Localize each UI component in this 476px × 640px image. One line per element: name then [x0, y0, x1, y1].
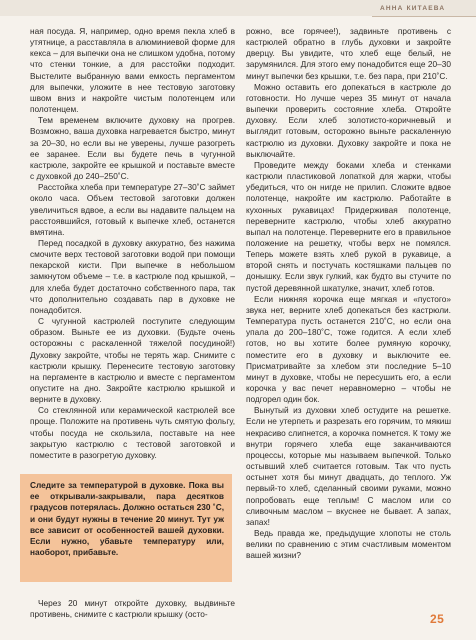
- paragraph: Вынутый из духовки хлеб остудите на решетке. Если не утерпеть и разрезать его горячим, то мякиш некрасиво слипнется, а корочка помнется. К тому же внутри горячего хлеба еще заканчиваются процессы, которые мы называем выпечкой. Только остывший хлеб считается готовым. Так что пусть остынет хотя бы минут двадцать, до теплого. Уж первый-то хлеб, сделанный своими руками, можно попробовать еще теплым! С маслом или со сливочным маслом – вкуснее не бывает. А запах, запах!: [246, 405, 451, 527]
- author-name: АННА КИТАЕВА: [380, 5, 446, 12]
- paragraph: Проведите между боками хлеба и стенками кастрюли пластиковой лопаткой для жарки, чтобы убедиться, что он нигде не прилип. Сложите вдвое полотенце, накройте им кастрюлю. Работайте в кухонных рукавицах! Придерживая полотенце, переверните кастрюлю, чтобы хлеб аккуратно выпал на полотенце. Переверните его в правильное положение на решетку, чтобы верх не помялся. Теперь можете взять хлеб рукой в рукавице, а второй снять и постучать костяшками пальцев по донышку. Если звук гулкий, как будто вы стучите по пустой деревянной шкатулке, значит, хлеб готов.: [246, 159, 451, 293]
- left-bottom-text: [30, 598, 235, 620]
- header-rule: [372, 16, 476, 17]
- temperature-callout: [20, 474, 232, 582]
- left-column: [30, 26, 235, 461]
- paragraph: Можно оставить его допекаться в кастрюле до готовности. Но лучше через 35 минут от начала выпечки проверить состояние хлеба. Откройте духовку. Если хлеб золотисто-коричневый и выглядит готовым, осторожно выньте раскаленную кастрюлю из духовки. Духовку закройте и пока не выключайте.: [246, 81, 451, 159]
- paragraph: Тем временем включите духовку на прогрев. Возможно, ваша духовка нагревается быстро, минут за 20–30, но если вы не уверены, лучше разогреть ее заранее. Если вы будете печь в чугунной кастрюле, закройте ее крышкой и поставьте вместе с духовкой до 240–250˚С.: [30, 115, 235, 182]
- paragraph: Ведь правда же, предыдущие хлопоты не столь велики по сравнению с этим счастливым моментом вашей жизни?: [246, 528, 451, 561]
- paragraph: Со стеклянной или керамической кастрюлей все проще. Положите на противень чуть смятую фольгу, чтобы посуда не скользила, поставьте на нее закрытую кастрюлю с тестовой заготовкой и поместите в разогретую духовку.: [30, 405, 235, 460]
- paragraph: Если нижняя корочка еще мягкая и «пустого» звука нет, верните хлеб допекаться без кастрюли. Температура пусть останется 210˚С, но если она упала до 200–180˚С, тоже годится. А если хлеб готов, но вы хотите более румяную корочку, поместите его в духовку и выключите ее. Присматривайте за хлебом эти последние 5–10 минут в духовке, чтобы не пересушить его, а если корочка у вас печет неравномерно – чтобы не подгорел один бок.: [246, 293, 451, 405]
- page-number: 25: [430, 612, 445, 626]
- paragraph: ная посуда. Я, например, одно время пекла хлеб в утятнице, а расставляла в алюминиевой форме для кекса – для выпечки она не слишком удобна, потому что стенки тонкие, а для расстойки подходит. Выстелите выбранную вами емкость пергаментом для выпечки, уложите в нее тестовую заготовку швом вниз и накройте чистым полотенцем или полотенцем.: [30, 26, 235, 115]
- right-column: [246, 26, 451, 562]
- paragraph: Расстойка хлеба при температуре 27–30˚С займет около часа. Объем тестовой заготовки должен увеличиться вдвое, а если вы надавите пальцем на расстоявшийся, готовый к выпечке хлеб, останется вмятина.: [30, 182, 235, 237]
- paragraph: Через 20 минут откройте духовку, выдвиньте противень, снимите с кастрюли крышку (осто-: [30, 598, 235, 620]
- callout-text: Следите за температурой в духовке. Пока вы ее открывали-закрывали, пара десятков градусов потерялась. Должно остаться 230 ˚С, и они будут нужны в течение 20 минут. Тут уж все зависит от особенностей вашей духовки. Если нужно, убавьте температуру или, наоборот, прибавьте.: [30, 480, 224, 558]
- paragraph: С чугунной кастрюлей поступите следующим образом. Выньте ее из духовки. (Будьте очень осторожны с раскаленной тяжелой посудиной!) Духовку закройте, чтобы не терять жар. Снимите с кастрюли крышку. Перенесите тестовую заготовку на пергаменте в кастрюлю и вместе с пергаментом опустите на дно. Закройте кастрюлю крышкой и верните в духовку.: [30, 316, 235, 405]
- paragraph: рожно, все горячее!), задвиньте противень с кастрюлей обратно в глубь духовки и закройте дверцу. Вы увидите, что хлеб еще белый, не зарумянился. Для этого ему понадобится еще 20–30 минут выпечки без крышки, т.е. без пара, при 210˚С.: [246, 26, 451, 81]
- paragraph: Перед посадкой в духовку аккуратно, без нажима смочите верх тестовой заготовки водой при помощи пекарской кисти. При выпечке в небольшом замкнутом объеме – т.е. в кастрюле под крышкой, – для хлеба будет достаточно собственного пара, так что дополнительно создавать пар в духовке не понадобится.: [30, 237, 235, 315]
